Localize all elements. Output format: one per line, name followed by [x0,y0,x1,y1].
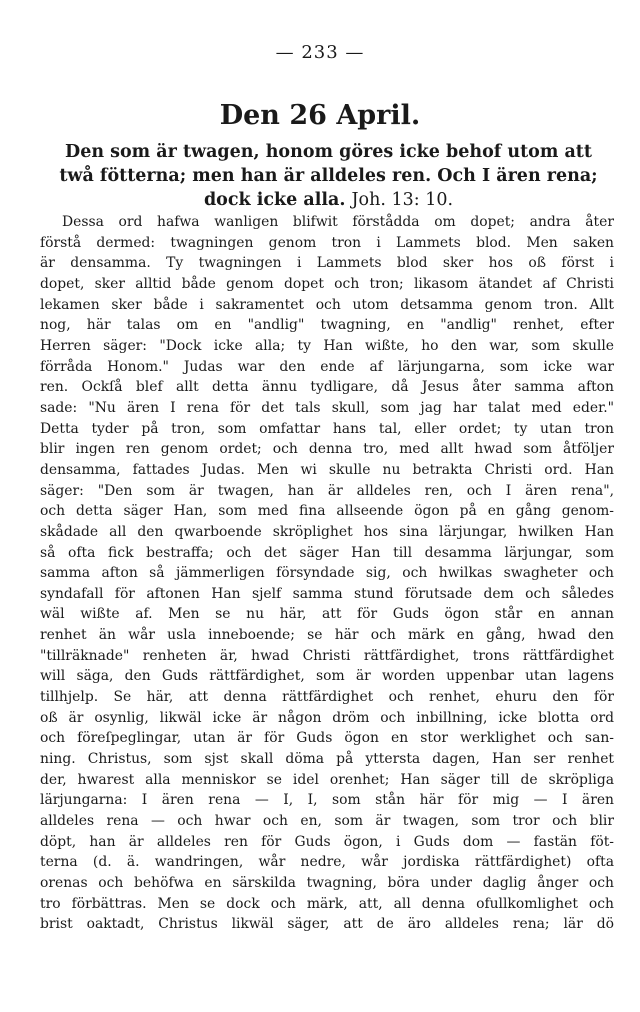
body-line: orenas och behöfwa en särskilda twagning, böra under daglig ånger och [40,875,614,891]
body-line: samma afton så jämmerligen försyndade sig, och hwilkas swagheter och [40,565,614,582]
body-line: brist oaktadt, Christus likwäl säger, att de äro alldeles rena; lär dö [40,916,614,933]
body-line: der, hwarest alla menniskor se idel orenhet; Han säger till de skröpliga [40,771,614,788]
body-line: "tillräknade" renheten är, hwad Christi rättfärdighet, trons rättfärdighet [40,647,614,664]
body-line: och detta säger Han, som med fina allseende ögon på en gång genom- [40,503,614,520]
scripture-quote-text: Den som är twagen, honom göres icke behof utom att twå fötterna; men han är alldeles ren. Och I ären rena; dock icke alla. [59,142,598,210]
body-line: ren. Ockſå blef allt detta ännu tydligare, då Jesus åter samma afton [40,379,614,396]
scripture-quote [56,140,601,212]
body-line: dopet, sker alltid både genom dopet och tron; likasom ätandet af Christi [40,275,614,292]
scripture-reference: Joh. 13: 10. [351,190,454,210]
body-line: säger: "Den som är twagen, han är alldeles ren, och I ären rena", [40,482,614,499]
body-line: förstå dermed: twagningen genom tron i Lammets blod. Men saken [40,234,614,251]
body-line: syndafall för aftonen Han sjelf samma stund förutsade dem och således [40,585,614,602]
body-line: oß är osynlig, likwäl icke är någon dröm och inbillning, icke blotta ord [40,709,614,726]
body-line: och föreſpeglingar, utan är för Guds ögon en stor werklighet och san- [40,730,614,747]
body-text [40,212,614,935]
body-line: terna (d. ä. wandringen, wår nedre, wår jordiska rättfärdighet) ofta [40,854,614,871]
body-line: will säga, den Guds rättfärdighet, som är worden uppenbar utan lagens [40,668,614,685]
body-line: renhet än wår usla inneboende; se här och märk en gång, hwad den [40,627,614,644]
body-line: sade: "Nu ären I rena för det tals skull, som jag har talat med eder." [40,399,614,416]
body-line: förråda Honom." Judas war den ende af lärjungarna, som icke war [40,358,614,375]
body-line: blir ingen ren genom ordet; och denna tro, med allt hwad som åtföljer [40,441,614,458]
body-line: Dessa ord hafwa wanligen blifwit förstådda om dopet; andra åter [62,214,614,230]
body-line: densamma, fattades Judas. Men wi skulle nu betrakta Christi ord. Han [40,461,614,478]
page-number: — 233 — [275,42,365,63]
body-line: wäl wißte af. Men se nu här, att för Guds ögon står en annan [40,606,614,623]
body-line: ning. Christus, som sjst skall döma på yttersta dagen, Han ser renhet [40,751,614,768]
body-line: så ofta fick bestraffa; och det säger Han till desamma lärjungar, som [40,544,614,561]
body-line: nog, här talas om en "andlig" twagning, en "andlig" renhet, efter [40,317,614,334]
body-line: alldeles rena — och hwar och en, som är twagen, som tror och blir [40,813,614,830]
body-line: lekamen sker både i sakramentet och utom detsamma genom tron. Allt [40,296,614,313]
body-line: tillhjelp. Se här, att denna rättfärdighet och renhet, ehuru den för [40,689,614,706]
body-line: är densamma. Ty twagningen i Lammets blod sker hos oß först i [40,255,614,272]
body-line: lärjungarna: I ären rena — I, I, som stån här för mig — I ären [40,792,614,809]
body-line: döpt, han är alldeles ren för Guds ögon, i Guds dom — fastän föt- [40,833,614,850]
body-line: Herren säger: "Dock icke alla; ty Han wißte, ho den war, som skulle [40,337,614,354]
body-line: Detta tyder på tron, som omfattar hans tal, eller ordet; ty utan tron [40,420,614,437]
body-line: tro förbättras. Men se dock och märk, att, all denna ofullkomlighet och [40,895,614,912]
page-heading: Den 26 April. [219,100,421,131]
body-line: skådade all den qwarboende skröplighet hos sina lärjungar, hwilken Han [40,523,614,540]
